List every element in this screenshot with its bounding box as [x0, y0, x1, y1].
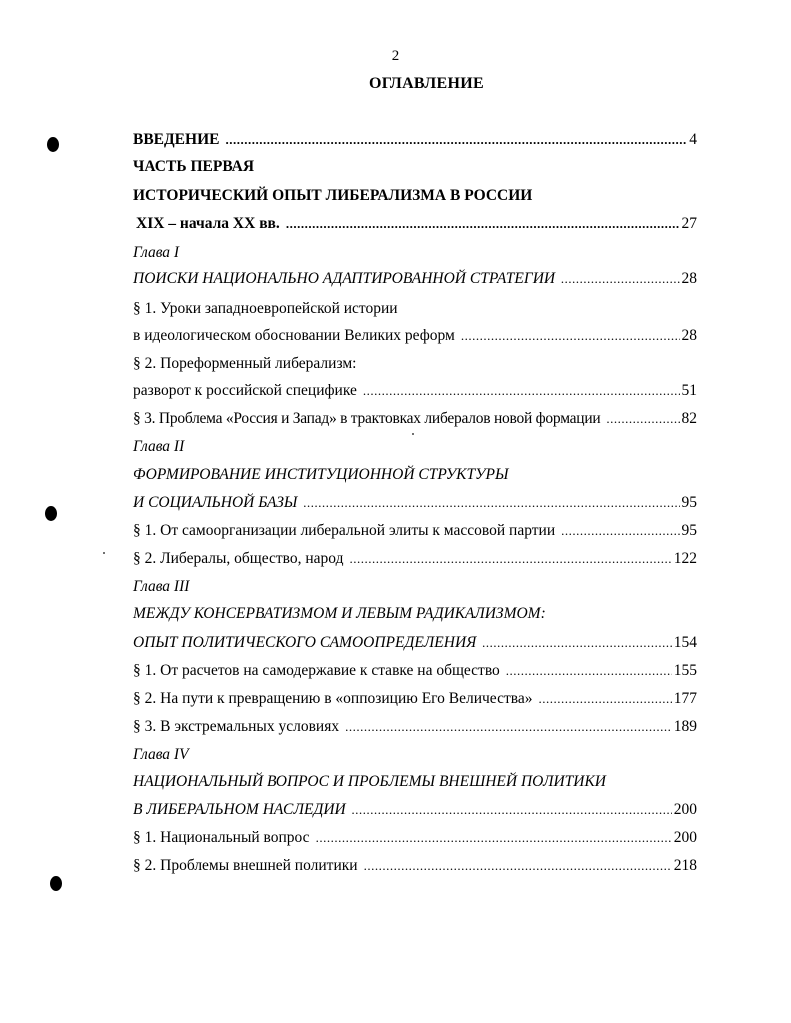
toc-entry-title: ПОИСКИ НАЦИОНАЛЬНО АДАПТИРОВАННОЙ СТРАТЕГИИ — [133, 270, 556, 287]
toc-title: ОГЛАВЛЕНИЕ — [369, 75, 484, 92]
toc-entry-title: Глава I — [133, 244, 180, 261]
toc-entry-title: ФОРМИРОВАНИЕ ИНСТИТУЦИОННОЙ СТРУКТУРЫ — [133, 466, 509, 483]
toc-entry-title: § 1. От самоорганизации либеральной элиты к массовой партии — [133, 522, 556, 539]
toc-entry — [133, 410, 697, 432]
toc-entry-title: Глава IV — [133, 746, 189, 763]
toc-chapter-label — [133, 438, 697, 460]
toc-entry-page: 82 — [681, 410, 697, 427]
toc-entry — [133, 466, 697, 488]
toc-entry — [133, 634, 697, 656]
toc-chapter-label — [133, 746, 697, 768]
toc-entry — [133, 605, 697, 627]
toc-entry-title: ЧАСТЬ ПЕРВАЯ — [133, 158, 255, 175]
toc-entry-title: МЕЖДУ КОНСЕРВАТИЗМОМ И ЛЕВЫМ РАДИКАЛИЗМОМ: — [133, 605, 546, 622]
toc-entry-page: 27 — [681, 215, 697, 232]
toc-entry — [133, 857, 697, 879]
toc-chapter-label — [133, 578, 697, 600]
toc-entry-page: 154 — [673, 634, 697, 651]
toc-entry-page: 218 — [673, 857, 697, 874]
toc-entry — [133, 494, 697, 516]
toc-entry — [136, 215, 697, 237]
toc-leader-dots — [606, 411, 679, 427]
punch-hole-middle — [45, 506, 57, 521]
toc-entry-title: § 1. От расчетов на самодержавие к ставке на общество — [133, 662, 500, 679]
punch-hole-top — [47, 137, 59, 152]
toc-entry-title: в идеологическом обосновании Великих реформ — [133, 327, 455, 344]
toc-entry — [133, 522, 697, 544]
toc-leader-dots — [349, 551, 671, 567]
toc-entry-title: § 2. Проблемы внешней политики — [133, 857, 358, 874]
toc-part-heading — [133, 158, 697, 180]
toc-entry — [133, 550, 697, 572]
toc-entry-title: ИСТОРИЧЕСКИЙ ОПЫТ ЛИБЕРАЛИЗМА В РОССИИ — [133, 187, 533, 204]
toc-leader-dots — [461, 328, 680, 344]
toc-leader-dots — [225, 132, 687, 148]
toc-leader-dots — [316, 830, 672, 846]
toc-entry-page: 95 — [681, 494, 697, 511]
toc-entry-title: ОПЫТ ПОЛИТИЧЕСКОГО САМООПРЕДЕЛЕНИЯ — [133, 634, 477, 651]
toc-entry-page: 4 — [689, 131, 697, 148]
toc-entry-title: разворот к российской специфике — [133, 382, 357, 399]
toc-leader-dots — [538, 691, 671, 707]
toc-leader-dots — [303, 495, 679, 511]
toc-leader-dots — [352, 802, 672, 818]
toc-leader-dots — [561, 523, 679, 539]
toc-leader-dots — [561, 271, 679, 287]
toc-entry — [133, 382, 697, 404]
toc-entry-title: § 1. Уроки западноевропейской истории — [133, 300, 398, 317]
scan-speck — [103, 552, 105, 554]
toc-part-title — [133, 187, 697, 209]
toc-leader-dots — [506, 663, 672, 679]
toc-entry-title: § 2. Пореформенный либерализм: — [133, 355, 357, 372]
toc-entry — [133, 131, 697, 153]
page-number: 2 — [391, 48, 400, 64]
toc-leader-dots — [363, 383, 680, 399]
toc-entry-title: ВВЕДЕНИЕ — [133, 131, 220, 148]
toc-entry — [133, 801, 697, 823]
toc-entry-page: 200 — [673, 829, 697, 846]
toc-entry-page: 189 — [673, 718, 697, 735]
toc-entry — [133, 718, 697, 740]
toc-entry-title: § 2. На пути к превращению в «оппозицию Его Величества» — [133, 690, 533, 707]
toc-leader-dots — [364, 858, 672, 874]
toc-entry — [133, 327, 697, 349]
scan-speck — [412, 433, 414, 435]
toc-entry-page: 28 — [681, 270, 697, 287]
toc-entry-title: И СОЦИАЛЬНОЙ БАЗЫ — [133, 494, 298, 511]
punch-hole-bottom — [50, 876, 62, 891]
toc-entry-page: 200 — [673, 801, 697, 818]
toc-entry-title: Глава III — [133, 578, 190, 595]
toc-entry-title: § 3. В экстремальных условиях — [133, 718, 340, 735]
toc-entry-page: 122 — [673, 550, 697, 567]
toc-entry-title: НАЦИОНАЛЬНЫЙ ВОПРОС И ПРОБЛЕМЫ ВНЕШНЕЙ ПОЛИТИКИ — [133, 773, 606, 790]
toc-entry — [133, 300, 697, 322]
toc-entry-page: 28 — [681, 327, 697, 344]
toc-entry-title: В ЛИБЕРАЛЬНОМ НАСЛЕДИИ — [133, 801, 346, 818]
toc-chapter-label — [133, 244, 697, 266]
toc-entry-page: 95 — [681, 522, 697, 539]
toc-entry-page: 177 — [673, 690, 697, 707]
toc-leader-dots — [345, 719, 672, 735]
toc-entry — [133, 662, 697, 684]
toc-entry — [133, 773, 697, 795]
toc-entry-title: XIX – начала XX вв. — [136, 215, 280, 232]
toc-entry-title: § 2. Либералы, общество, народ — [133, 550, 344, 567]
toc-entry-title: § 3. Проблема «Россия и Запад» в трактовках либералов новой формации — [133, 410, 601, 427]
toc-leader-dots — [482, 635, 671, 651]
toc-entry — [133, 829, 697, 851]
toc-entry — [133, 690, 697, 712]
toc-entry-title: Глава II — [133, 438, 185, 455]
toc-entry — [133, 270, 697, 292]
toc-entry-page: 51 — [681, 382, 697, 399]
toc-entry — [133, 355, 697, 377]
toc-entry-title: § 1. Национальный вопрос — [133, 829, 310, 846]
toc-leader-dots — [286, 216, 680, 232]
toc-entry-page: 155 — [673, 662, 697, 679]
